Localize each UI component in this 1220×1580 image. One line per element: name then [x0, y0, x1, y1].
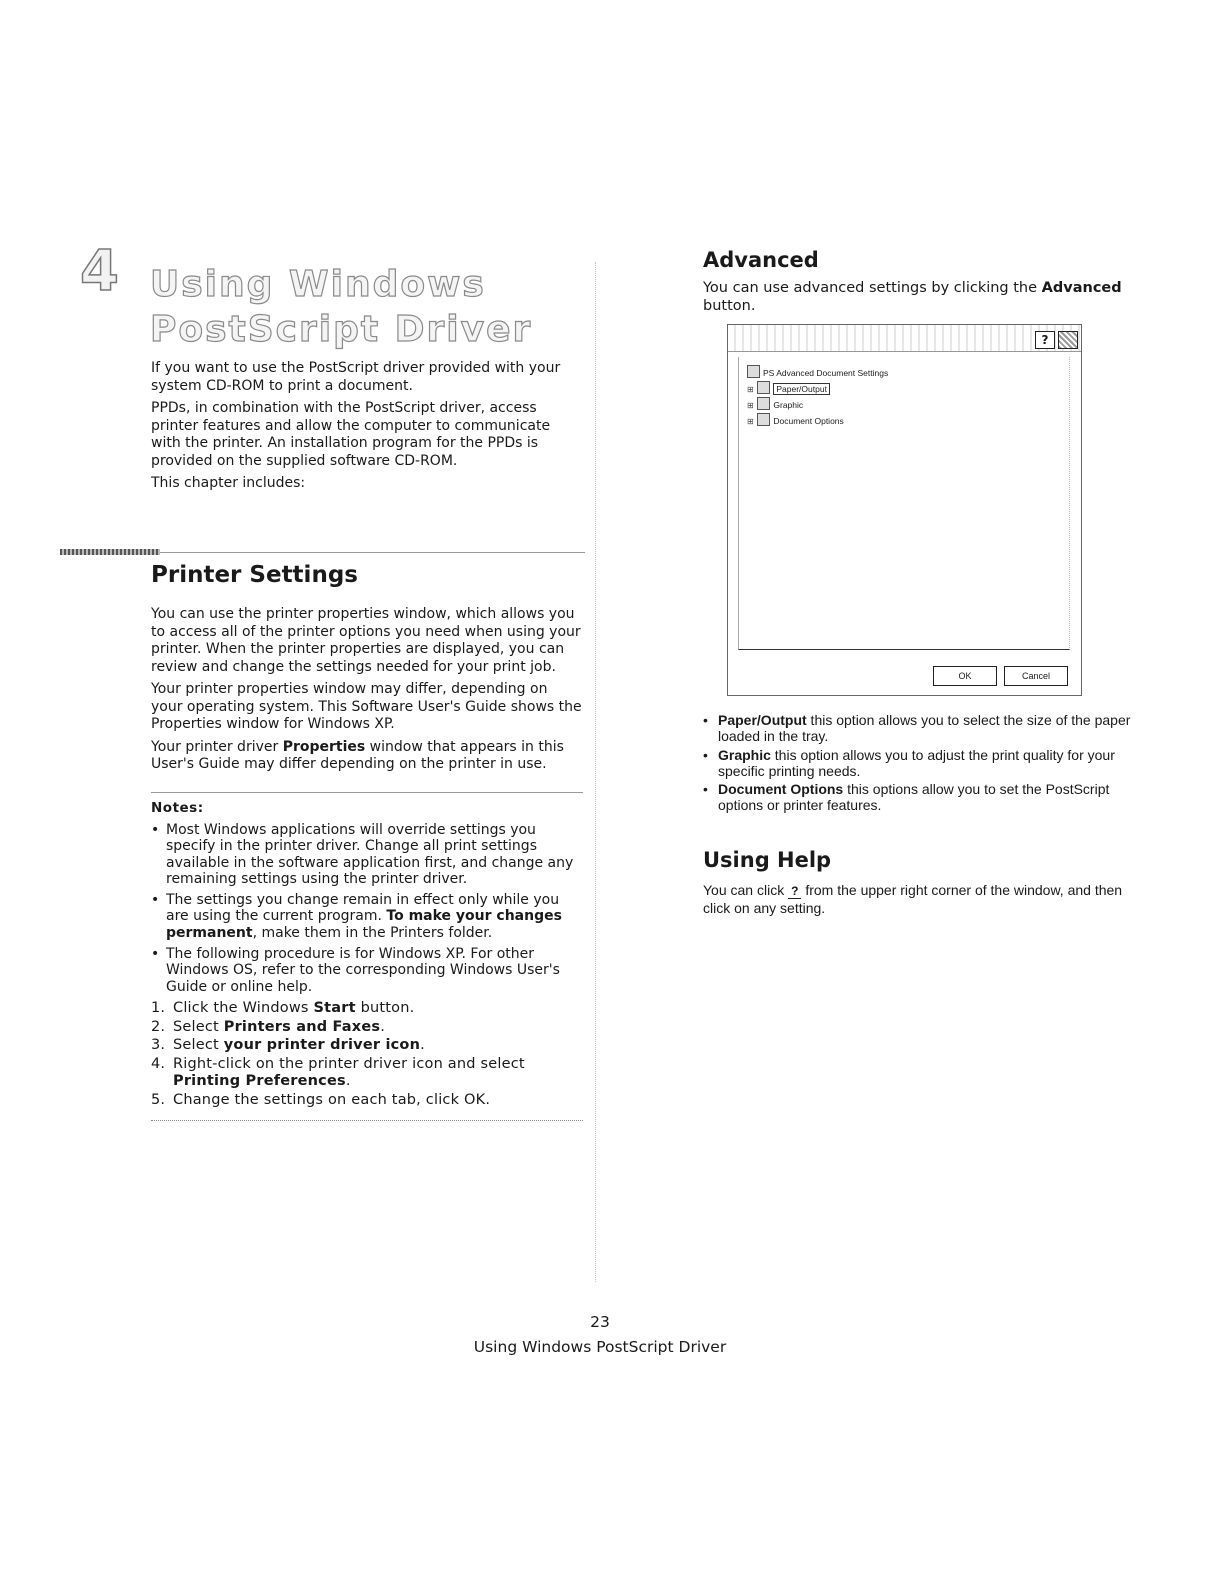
section-divider-hatch	[60, 549, 160, 555]
advanced-options-list	[703, 712, 1143, 816]
settings-tree	[747, 365, 888, 429]
chapter-title	[150, 262, 570, 352]
notes-box	[151, 800, 581, 1111]
chapter-number: 4	[80, 239, 119, 304]
printer-settings-paragraph-1: You can use the printer properties window, which allows you to access all of the printer options you need when using your printer. When the printer properties are displayed, you can review and change the settings needed for your print job.	[151, 606, 581, 675]
notes-bottom-rule	[151, 1120, 583, 1121]
intro-paragraph-3: This chapter includes:	[151, 475, 306, 491]
ok-button[interactable]: OK	[933, 666, 997, 686]
notes-title: Notes:	[151, 800, 204, 816]
intro-section	[151, 360, 583, 498]
option-document-options: • Document Options this options allow you to set the PostScript options or printer features.	[703, 781, 1143, 814]
notes-list	[151, 822, 581, 995]
tree-item-graphic[interactable]: ⊞ Graphic	[747, 397, 888, 413]
settings-tree-panel	[738, 357, 1070, 650]
option-paper-output: • Paper/Output this option allows you to select the size of the paper loaded in the tray.	[703, 712, 1143, 745]
expand-icon[interactable]: ⊞	[747, 385, 754, 394]
tree-root[interactable]: PS Advanced Document Settings	[747, 365, 888, 381]
chapter-title-line1: Using Windows	[150, 264, 486, 305]
note-item: • The following procedure is for Windows XP. For other Windows OS, refer to the corresponding Windows User's Guide or online help.	[151, 946, 581, 995]
note-item: • Most Windows applications will override settings you specify in the printer driver. Change all print settings available in the software application first, and change any remaining settings using the printer driver.	[151, 822, 581, 887]
using-help-section	[703, 848, 1143, 922]
tree-item-paper-output[interactable]: ⊞ Paper/Output	[747, 381, 888, 397]
expand-icon[interactable]: ⊞	[747, 417, 754, 426]
document-options-icon	[757, 413, 770, 426]
step-item: 4. Right-click on the printer driver icon and select Printing Preferences.	[151, 1055, 525, 1090]
option-bullets	[703, 712, 1143, 814]
tree-item-document-options[interactable]: ⊞ Document Options	[747, 413, 888, 429]
printer-settings-paragraph-2: Your printer properties window may differ, depending on your operating system. This Software User's Guide shows the Properties window for Windows XP.	[151, 681, 582, 732]
help-icon[interactable]: ?	[1035, 331, 1055, 349]
using-help-heading: Using Help	[703, 848, 832, 872]
intro-paragraph-1: If you want to use the PostScript driver provided with your system CD-ROM to print a document.	[151, 360, 561, 394]
help-key-icon: ?	[788, 885, 801, 899]
intro-paragraph-2: PPDs, in combination with the PostScript driver, access printer features and allow the computer to communicate with the printer. An installation program for the PPDs is provided on the supplied software CD-ROM.	[151, 400, 551, 469]
printer-settings-heading: Printer Settings	[151, 562, 358, 588]
column-separator	[595, 262, 596, 1282]
step-item: 2. Select Printers and Faxes.	[151, 1018, 386, 1035]
printer-settings-paragraph-3: Your printer driver Properties window that appears in this User's Guide may differ depending on the printer in use.	[151, 738, 564, 772]
advanced-settings-dialog	[727, 324, 1082, 696]
step-item: 5. Change the settings on each tab, click OK.	[151, 1091, 491, 1108]
option-graphic: • Graphic this option allows you to adjust the print quality for your specific printing needs.	[703, 747, 1143, 780]
page-number: 23	[590, 1313, 610, 1331]
dialog-title-bar	[728, 325, 1081, 352]
step-item: 1. Click the Windows Start button.	[151, 999, 415, 1016]
procedure-steps	[151, 1000, 581, 1110]
printer-settings-icon	[747, 365, 760, 378]
paper-icon	[757, 381, 770, 394]
advanced-section	[703, 248, 1143, 320]
printer-settings-section	[151, 562, 583, 779]
graphic-icon	[757, 397, 770, 410]
footer-chapter-name: Using Windows PostScript Driver	[473, 1338, 727, 1356]
advanced-heading: Advanced	[703, 248, 819, 272]
note-item: • The settings you change remain in effect only while you are using the current program. To make your changes permanent, make them in the Printers folder.	[151, 892, 581, 941]
section-divider-rule	[160, 552, 585, 553]
close-icon[interactable]	[1058, 331, 1078, 349]
advanced-paragraph: You can use advanced settings by clicking the Advanced button.	[703, 280, 1122, 314]
step-item: 3. Select your printer driver icon.	[151, 1037, 425, 1054]
expand-icon[interactable]: ⊞	[747, 401, 754, 410]
cancel-button[interactable]: Cancel	[1004, 666, 1068, 686]
notes-top-rule	[151, 792, 583, 793]
using-help-paragraph: You can click ? from the upper right corner of the window, and then click on any setting.	[703, 882, 1123, 916]
chapter-title-line2: PostScript Driver	[150, 309, 533, 350]
